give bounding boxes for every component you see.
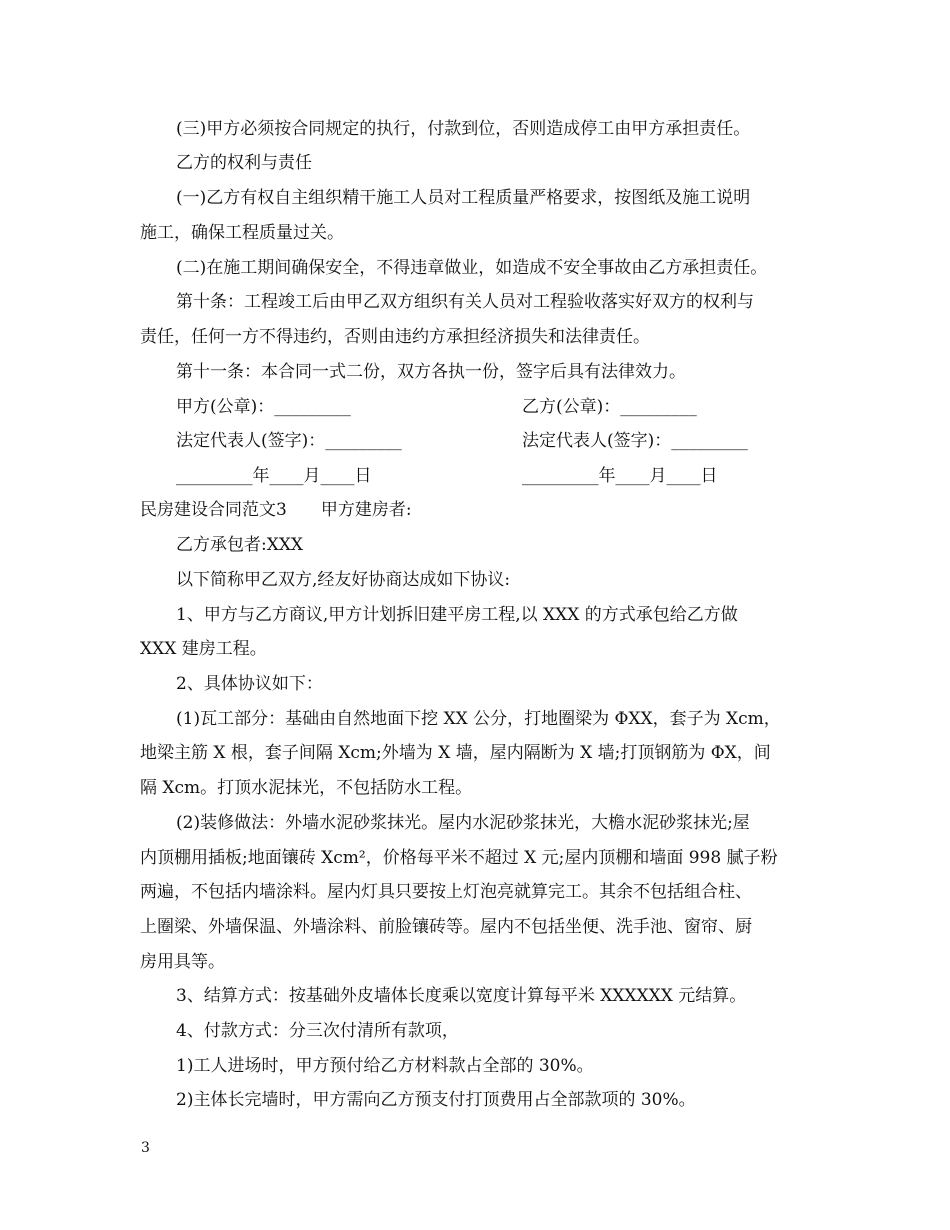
paragraph-line: 乙方承包者:XXX — [176, 535, 304, 555]
paragraph-line: 3、结算方式：按基础外皮墙体长度乘以宽度计算每平米 XXXXXX 元结算。 — [176, 986, 747, 1006]
paragraph-line: XXX 建房工程。 — [140, 639, 267, 659]
page-number: 3 — [141, 1140, 150, 1156]
party-b-date-field: _________年____月____日 — [522, 466, 718, 486]
paragraph-line: 隔 Xcm。打顶水泥抹光，不包括防水工程。 — [140, 778, 473, 798]
paragraph-line: (三)甲方必须按合同规定的执行，付款到位，否则造成停工由甲方承担责任。 — [176, 119, 751, 139]
party-b-representative-field: 法定代表人(签字)：_________ — [522, 431, 748, 451]
paragraph-line: 4、付款方式：分三次付清所有款项， — [176, 1021, 459, 1041]
paragraph-line: 2、具体协议如下： — [176, 674, 323, 694]
paragraph-line: 房用具等。 — [140, 952, 225, 972]
paragraph-line: 第十条：工程竣工后由甲乙双方组织有关人员对工程验收落实好双方的权利与 — [176, 292, 754, 312]
paragraph-line: (一)乙方有权自主组织精干施工人员对工程质量严格要求，按图纸及施工说明 — [176, 188, 751, 208]
paragraph-line: 2)主体长完墙时，甲方需向乙方预支付打顶费用占全部款项的 30%。 — [176, 1090, 696, 1110]
paragraph-line: 地梁主筋 X 根，套子间隔 Xcm;外墙为 X 墙，屋内隔断为 X 墙;打顶钢筋为 ΦX，间 — [140, 743, 771, 763]
section-heading: 乙方的权利与责任 — [176, 153, 312, 173]
paragraph-line: 责任，任何一方不得违约，否则由违约方承担经济损失和法律责任。 — [140, 327, 650, 347]
contract-title-line: 民房建设合同范文3 甲方建房者: — [140, 500, 412, 520]
paragraph-line: 以下简称甲乙双方,经友好协商达成如下协议: — [176, 570, 511, 590]
paragraph-line: 1、甲方与乙方商议,甲方计划拆旧建平房工程,以 XXX 的方式承包给乙方做 — [176, 605, 738, 625]
paragraph-line: (1)瓦工部分：基础由自然地面下挖 XX 公分，打地圈梁为 ΦXX，套子为 Xcm， — [176, 709, 781, 729]
party-a-representative-field: 法定代表人(签字)：_________ — [176, 431, 402, 451]
paragraph-line: 施工，确保工程质量过关。 — [140, 223, 344, 243]
party-b-seal-field: 乙方(公章)：_________ — [522, 397, 697, 417]
paragraph-line: (2)装修做法：外墙水泥砂浆抹光。屋内水泥砂浆抹光，大檐水泥砂浆抹光;屋 — [176, 813, 750, 833]
party-a-date-field: _________年____月____日 — [176, 466, 372, 486]
paragraph-line: 第十一条：本合同一式二份，双方各执一份，签字后具有法律效力。 — [176, 362, 686, 382]
paragraph-line: 1)工人进场时，甲方预付给乙方材料款占全部的 30%。 — [176, 1056, 594, 1076]
paragraph-line: 上圈梁、外墙保温、外墙涂料、前脸镶砖等。屋内不包括坐便、洗手池、窗帘、厨 — [140, 917, 752, 937]
party-a-seal-field: 甲方(公章)：_________ — [176, 397, 351, 417]
paragraph-line: 两遍，不包括内墙涂料。屋内灯具只要按上灯泡亮就算完工。其余不包括组合柱、 — [140, 882, 752, 902]
paragraph-line: (二)在施工期间确保安全，不得违章做业，如造成不安全事故由乙方承担责任。 — [176, 258, 768, 278]
paragraph-line: 内顶棚用插板;地面镶砖 Xcm²，价格每平米不超过 X 元;屋内顶棚和墙面 998 腻子粉 — [140, 848, 778, 868]
